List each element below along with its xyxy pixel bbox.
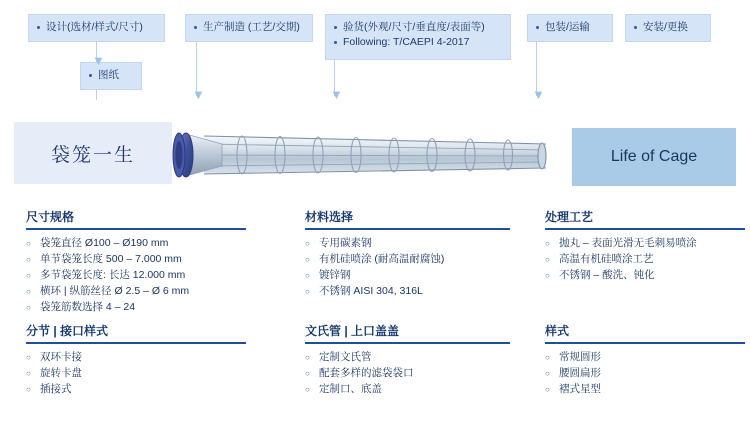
panel-treatment-process-row-2: ○ 不锈钢 – 酸洗、钝化 (545, 267, 745, 283)
panel-size-spec-row-0: ○ 袋笼直径 Ø100 – Ø190 mm (26, 235, 246, 251)
filter-cage-svg (146, 110, 576, 200)
flow-step-design-line-1: 设计(选材/样式/尺寸) (36, 20, 157, 35)
flow-step-packing-line-1: 包装/运输 (535, 20, 605, 35)
flow-step-design[interactable] (28, 14, 165, 42)
panel-venturi-top-cover-row-0: ○ 定制文氏管 (305, 349, 510, 365)
hero-right-text: Life of Cage (610, 148, 698, 165)
flow-step-packing[interactable] (527, 14, 613, 42)
panel-treatment-process (545, 208, 745, 283)
panel-segment-connection-title: 分节 | 接口样式 (26, 322, 246, 344)
arrow-inspection-down-icon: ▼ (330, 87, 343, 102)
panel-segment-connection-row-2: ○ 插接式 (26, 381, 246, 397)
panel-material-choice-row-0: ○ 专用碳素钢 (305, 235, 510, 251)
flow-step-inspection[interactable] (325, 14, 511, 60)
flow-step-manufacture-line-1: 生产制造 (工艺/交期) (193, 20, 305, 35)
panel-material-choice-row-3: ○ 不锈钢 AISI 304, 316L (305, 283, 510, 299)
panel-size-spec-row-3: ○ 横环 | 纵筋丝径 Ø 2.5 – Ø 6 mm (26, 283, 246, 299)
flow-step-install[interactable] (625, 14, 711, 42)
arrow-packing-down-icon: ▼ (532, 87, 545, 102)
flow-step-drawing-line-1: 图纸 (88, 68, 134, 83)
flow-step-install-line-1: 安装/更换 (633, 20, 703, 35)
hero-left-text: 袋笼一生 (50, 144, 135, 166)
panel-treatment-process-title: 处理工艺 (545, 208, 745, 230)
flow-step-drawing[interactable] (80, 62, 142, 90)
panel-treatment-process-row-0: ○ 抛丸 – 表面光滑无毛刺易喷涂 (545, 235, 745, 251)
panel-venturi-top-cover-title: 文氏管 | 上口盖盖 (305, 322, 510, 344)
panel-treatment-process-row-1: ○ 高温有机硅喷涂工艺 (545, 251, 745, 267)
panel-segment-connection (26, 322, 246, 397)
panel-style (545, 322, 745, 397)
panel-material-choice-row-1: ○ 有机硅喷涂 (耐高温耐腐蚀) (305, 251, 510, 267)
panel-venturi-top-cover-row-1: ○ 配套多样的滤袋袋口 (305, 365, 510, 381)
flow-step-inspection-line-2: Following: T/CAEPI 4-2017 (333, 35, 503, 50)
arrow-design-drawing-icon: ▼ (92, 53, 105, 68)
filter-cage-illustration (146, 110, 576, 200)
panel-segment-connection-row-0: ○ 双环卡接 (26, 349, 246, 365)
panel-size-spec-row-1: ○ 单节袋笼长度 500 – 7.000 mm (26, 251, 246, 267)
panel-venturi-top-cover-row-2: ○ 定制口、底盖 (305, 381, 510, 397)
panel-style-row-1: ○ 腰圆扁形 (545, 365, 745, 381)
connector-drawing-down (96, 90, 97, 100)
panel-size-spec-row-2: ○ 多节袋笼长度: 长达 12.000 mm (26, 267, 246, 283)
panel-size-spec-title: 尺寸规格 (26, 208, 246, 230)
flow-step-manufacture[interactable] (185, 14, 313, 42)
panel-venturi-top-cover (305, 322, 510, 397)
panel-style-title: 样式 (545, 322, 745, 344)
arrow-manufacture-down-icon: ▼ (192, 87, 205, 102)
panel-material-choice (305, 208, 510, 299)
flow-step-inspection-line-1: 验货(外观/尺寸/垂直度/表面等) (333, 20, 503, 35)
panel-style-row-0: ○ 常规圆形 (545, 349, 745, 365)
panel-material-choice-title: 材料选择 (305, 208, 510, 230)
panel-segment-connection-row-1: ○ 旋转卡盘 (26, 365, 246, 381)
panel-style-row-2: ○ 褶式星型 (545, 381, 745, 397)
panel-size-spec (26, 208, 246, 315)
panel-material-choice-row-2: ○ 镀锌钢 (305, 267, 510, 283)
hero-right-banner (572, 128, 736, 186)
panel-size-spec-row-4: ○ 袋笼筋数选择 4 – 24 (26, 299, 246, 315)
